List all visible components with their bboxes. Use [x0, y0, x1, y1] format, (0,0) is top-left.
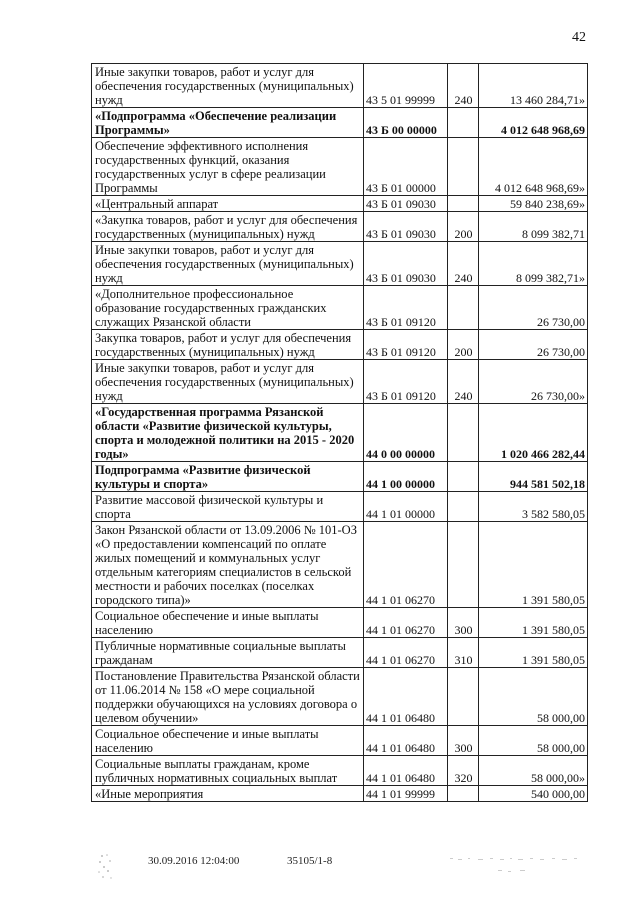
row-vr: 310 — [448, 638, 479, 668]
table-row — [92, 608, 588, 638]
row-code: 44 1 01 06480 — [364, 668, 448, 726]
row-sum: 4 012 648 968,69 — [479, 108, 588, 138]
row-code: 43 Б 01 09030 — [364, 242, 448, 286]
table-row — [92, 492, 588, 522]
row-vr — [448, 286, 479, 330]
row-vr — [448, 196, 479, 212]
row-name: Постановление Правительства Рязанской области от 11.06.2014 № 158 «О мере социальной поддержки обучающихся на условиях договора о целевом обучении» — [92, 668, 364, 726]
page-number: 42 — [572, 30, 586, 45]
row-code: 44 1 01 00000 — [364, 492, 448, 522]
row-vr — [448, 492, 479, 522]
table-row — [92, 404, 588, 462]
row-sum: 8 099 382,71 — [479, 212, 588, 242]
table-row — [92, 212, 588, 242]
row-name: Развитие массовой физической культуры и спорта — [92, 492, 364, 522]
row-code: 44 1 01 06480 — [364, 756, 448, 786]
table-row — [92, 786, 588, 802]
row-vr: 240 — [448, 64, 479, 108]
row-name: «Закупка товаров, работ и услуг для обеспечения государственных (муниципальных) нужд — [92, 212, 364, 242]
row-name: «Дополнительное профессиональное образование государственных гражданских служащих Рязанской области — [92, 286, 364, 330]
row-sum: 4 012 648 968,69» — [479, 138, 588, 196]
row-sum: 13 460 284,71» — [479, 64, 588, 108]
row-code: 44 1 01 99999 — [364, 786, 448, 802]
row-name: Обеспечение эффективного исполнения государственных функций, оказания государственных услуг в сфере реализации Программы — [92, 138, 364, 196]
row-sum: 58 000,00» — [479, 756, 588, 786]
row-name: Иные закупки товаров, работ и услуг для обеспечения государственных (муниципальных) нужд — [92, 242, 364, 286]
row-code: 43 Б 01 09120 — [364, 330, 448, 360]
table-row — [92, 330, 588, 360]
row-name: «Государственная программа Рязанской области «Развитие физической культуры, спорта и молодежной политики на 2015 - 2020 годы» — [92, 404, 364, 462]
row-code: 43 Б 01 00000 — [364, 138, 448, 196]
footer-timestamp: 30.09.2016 12:04:00 — [148, 855, 240, 867]
row-sum: 1 391 580,05 — [479, 638, 588, 668]
stamp-mark-left — [96, 852, 118, 882]
row-vr: 320 — [448, 756, 479, 786]
table-row — [92, 242, 588, 286]
table-row — [92, 668, 588, 726]
row-sum: 26 730,00 — [479, 330, 588, 360]
row-name: Публичные нормативные социальные выплаты гражданам — [92, 638, 364, 668]
row-sum: 58 000,00 — [479, 668, 588, 726]
table-row — [92, 726, 588, 756]
row-sum: 1 020 466 282,44 — [479, 404, 588, 462]
row-sum: 58 000,00 — [479, 726, 588, 756]
row-name: Подпрограмма «Развитие физической культуры и спорта» — [92, 462, 364, 492]
table-row — [92, 756, 588, 786]
row-name: Закупка товаров, работ и услуг для обеспечения государственных (муниципальных) нужд — [92, 330, 364, 360]
row-vr: 240 — [448, 242, 479, 286]
table-row — [92, 196, 588, 212]
row-sum: 3 582 580,05 — [479, 492, 588, 522]
table-row — [92, 638, 588, 668]
row-sum: 1 391 580,05 — [479, 522, 588, 608]
table-row — [92, 108, 588, 138]
row-sum: 8 099 382,71» — [479, 242, 588, 286]
table-row — [92, 286, 588, 330]
row-vr: 240 — [448, 360, 479, 404]
row-code: 43 Б 01 09030 — [364, 196, 448, 212]
table-row — [92, 360, 588, 404]
row-name: «Подпрограмма «Обеспечение реализации Программы» — [92, 108, 364, 138]
row-name: Иные закупки товаров, работ и услуг для обеспечения государственных (муниципальных) нужд — [92, 64, 364, 108]
row-vr — [448, 108, 479, 138]
row-sum: 1 391 580,05 — [479, 608, 588, 638]
row-name: «Иные мероприятия — [92, 786, 364, 802]
row-name: Социальное обеспечение и иные выплаты населению — [92, 726, 364, 756]
row-vr: 200 — [448, 330, 479, 360]
row-vr — [448, 462, 479, 492]
stamp-mark-right — [448, 855, 588, 879]
footer-doc-id: 35105/1-8 — [287, 855, 333, 867]
row-code: 44 1 01 06270 — [364, 608, 448, 638]
budget-table — [91, 63, 588, 802]
row-code: 44 0 00 00000 — [364, 404, 448, 462]
row-vr — [448, 404, 479, 462]
row-code: 44 1 01 06480 — [364, 726, 448, 756]
table-row — [92, 138, 588, 196]
table-row — [92, 462, 588, 492]
table-row — [92, 522, 588, 608]
row-sum: 540 000,00 — [479, 786, 588, 802]
row-name: Социальное обеспечение и иные выплаты населению — [92, 608, 364, 638]
row-code: 44 1 01 06270 — [364, 522, 448, 608]
row-code: 43 Б 01 09120 — [364, 360, 448, 404]
row-code: 43 Б 01 09120 — [364, 286, 448, 330]
row-vr — [448, 668, 479, 726]
row-code: 44 1 00 00000 — [364, 462, 448, 492]
row-name: «Центральный аппарат — [92, 196, 364, 212]
row-code: 43 5 01 99999 — [364, 64, 448, 108]
table-row — [92, 64, 588, 108]
row-vr — [448, 786, 479, 802]
row-sum: 59 840 238,69» — [479, 196, 588, 212]
row-vr: 200 — [448, 212, 479, 242]
row-name: Социальные выплаты гражданам, кроме публичных нормативных социальных выплат — [92, 756, 364, 786]
row-sum: 944 581 502,18 — [479, 462, 588, 492]
row-vr: 300 — [448, 608, 479, 638]
row-code: 44 1 01 06270 — [364, 638, 448, 668]
row-code: 43 Б 00 00000 — [364, 108, 448, 138]
row-name: Иные закупки товаров, работ и услуг для обеспечения государственных (муниципальных) нужд — [92, 360, 364, 404]
row-sum: 26 730,00» — [479, 360, 588, 404]
row-sum: 26 730,00 — [479, 286, 588, 330]
row-vr — [448, 138, 479, 196]
row-code: 43 Б 01 09030 — [364, 212, 448, 242]
row-vr: 300 — [448, 726, 479, 756]
row-vr — [448, 522, 479, 608]
row-name: Закон Рязанской области от 13.09.2006 № 101-ОЗ «О предоставлении компенсаций по оплате жилых помещений и коммунальных услуг отдельным категориям специалистов в сельской местности и рабочих поселках (поселках городского типа)» — [92, 522, 364, 608]
